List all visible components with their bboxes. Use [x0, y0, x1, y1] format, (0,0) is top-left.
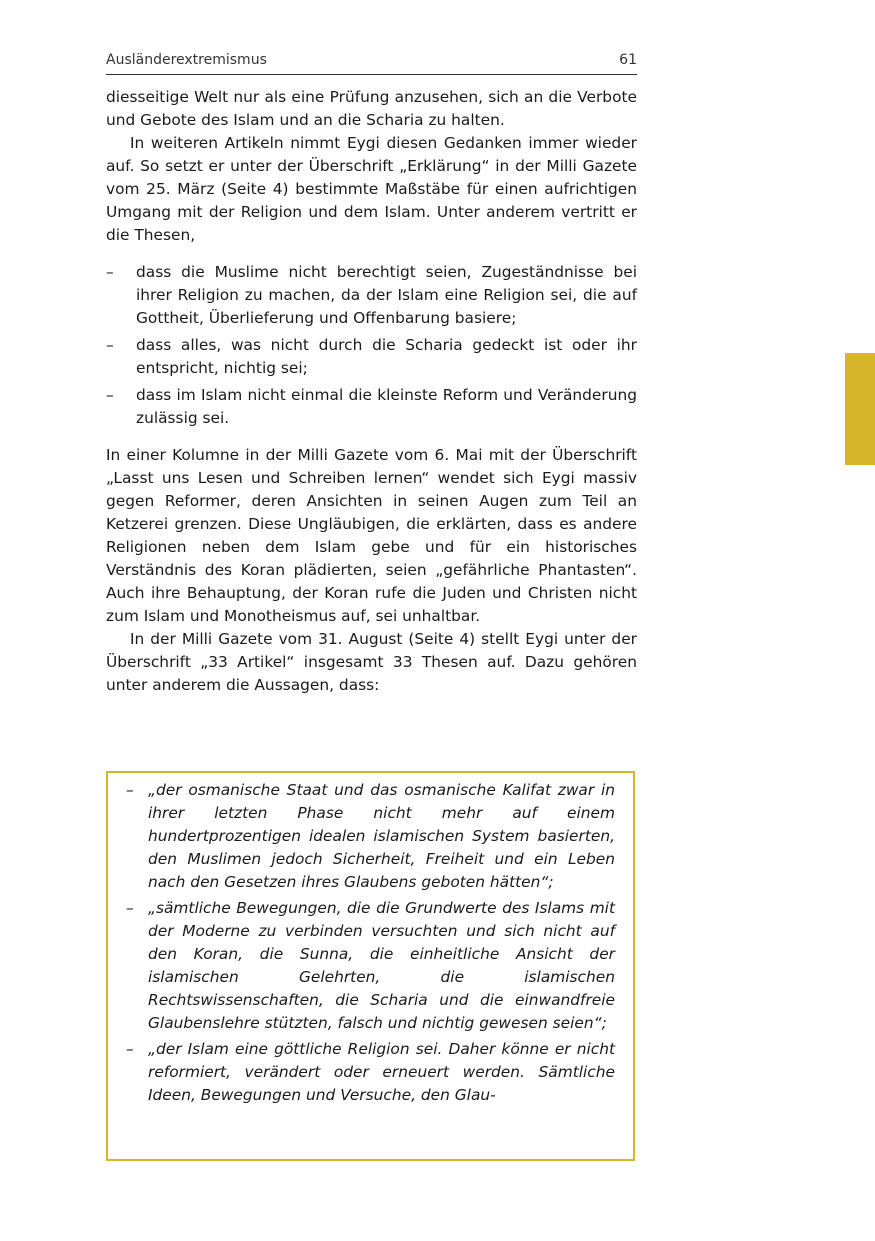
list-item-text: dass die Muslime nicht berechtigt seien, Zugeständnisse bei ihrer Religion zu machen, da der Islam eine Religion sei, die auf Gottheit, Überlieferung und Offenbarung basiere; [136, 263, 637, 327]
running-header [106, 52, 637, 75]
dash-bullet: – [106, 386, 114, 404]
paragraph-2: In weiteren Artikeln nimmt Eygi diesen Gedanken immer wieder auf. So setzt er unter der Überschrift „Erklärung“ in der Milli Gazete vom 25. März (Seite 4) bestimmte Maßstäbe für einen aufrichtigen Umgang mit der Religion und dem Islam. Unter anderem vertritt er die Thesen, [106, 134, 637, 244]
quote-item [126, 897, 615, 1035]
dash-bullet: – [126, 1040, 134, 1058]
main-text [106, 86, 637, 697]
quote-item-text: „sämtliche Bewegungen, die die Grundwerte des Islams mit der Moderne zu verbinden versuchten und sich nicht auf den Koran, die Sunna, die einheitliche Ansicht der islamischen Gelehrten, die islamischen Rechtswissenschaften, die Scharia und die einwandfreie Glaubenslehre stützten, falsch und nichtig gewesen seien“; [148, 899, 615, 1032]
quote-list [126, 779, 615, 1107]
chapter-thumb-tab [845, 353, 875, 465]
quote-box [106, 771, 635, 1161]
quote-item [126, 1038, 615, 1107]
section-title: Ausländerextremismus [106, 52, 267, 68]
paragraph-3: In einer Kolumne in der Milli Gazete vom 6. Mai mit der Überschrift „Lasst uns Lesen und Schreiben lernen“ wendet sich Eygi massiv gegen Reformer, deren Ansichten in seinen Augen zum Teil an Ketzerei grenzen. Diese Ungläubigen, die erklärten, dass es andere Religionen neben dem Islam gebe und für ein historisches Verständnis des Koran plädierten, seien „gefährliche Phantasten“. Auch ihre Behauptung, der Koran rufe die Juden und Christen nicht zum Islam und Monotheismus auf, sei unhaltbar. [106, 446, 637, 625]
quote-item-text: „der Islam eine göttliche Religion sei. Daher könne er nicht reformiert, verändert oder erneuert werden. Sämtliche Ideen, Bewegungen und Versuche, den Glau- [148, 1040, 615, 1104]
dash-bullet: – [106, 263, 114, 281]
paragraph-4: In der Milli Gazete vom 31. August (Seite 4) stellt Eygi unter der Überschrift „33 Artikel“ insgesamt 33 Thesen auf. Dazu gehören unter anderem die Aussagen, dass: [106, 630, 637, 694]
dash-bullet: – [126, 899, 134, 917]
paragraph-1: diesseitige Welt nur als eine Prüfung anzusehen, sich an die Verbote und Gebote des Islam und an die Scharia zu halten. [106, 88, 637, 129]
list-item [106, 334, 637, 380]
dash-bullet: – [106, 336, 114, 354]
list-item [106, 261, 637, 330]
list-item-text: dass im Islam nicht einmal die kleinste Reform und Veränderung zulässig sei. [136, 386, 637, 427]
page-number: 61 [619, 52, 637, 68]
dash-bullet: – [126, 781, 134, 799]
quote-item-text: „der osmanische Staat und das osmanische Kalifat zwar in ihrer letzten Phase nicht mehr auf einem hundertprozentigen idealen islamischen System basierten, den Muslimen jedoch Sicherheit, Freiheit und ein Leben nach den Gesetzen ihres Glaubens geboten hätten“; [148, 781, 615, 891]
theses-list [106, 261, 637, 430]
list-item-text: dass alles, was nicht durch die Scharia gedeckt ist oder ihr entspricht, nichtig sei; [136, 336, 637, 377]
list-item [106, 384, 637, 430]
quote-item [126, 779, 615, 894]
